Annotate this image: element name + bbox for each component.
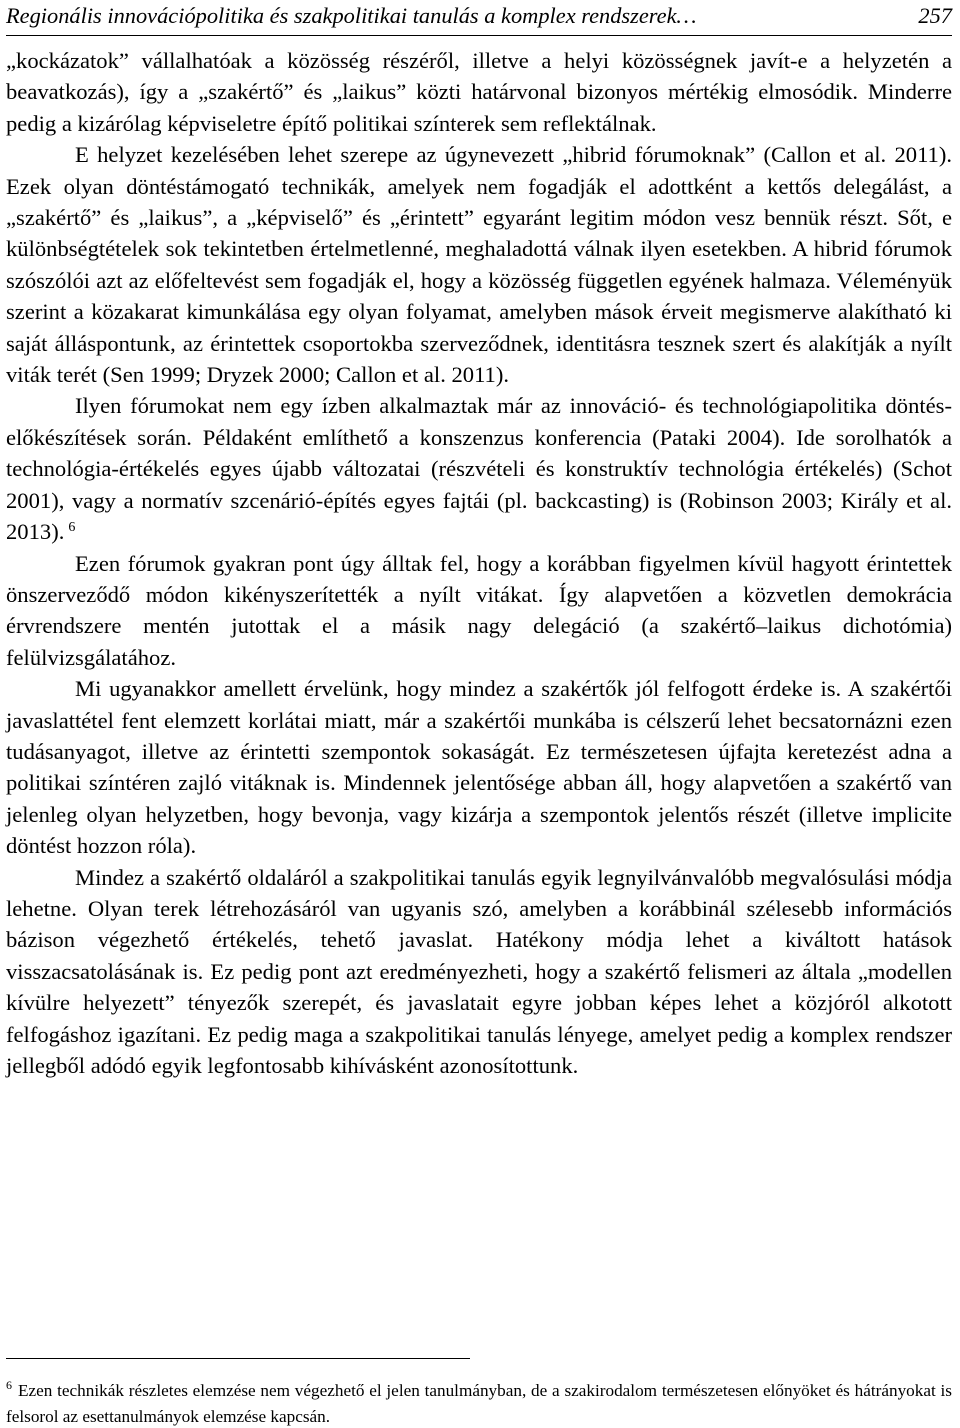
page-number: 257 (918, 3, 952, 28)
paragraph: Ilyen fórumokat nem egy ízben alkalmaztak már az innováció- és technológiapolitika döntés-előkészítések során. Példaként említhető a konszenzus konferencia (Pataki 2004). Ide sorolhatók a technológia-értékelés egyes újabb változatai (részvételi és konstruktív technológia értékelés) (Schot 2001), vagy a normatív szcenárió-építés egyes fajtái (pl. backcasting) is (Robinson 2003; Király et al. 2013). $^6$ (6, 393, 952, 545)
footnote (6, 1378, 952, 1428)
document-page (6, 0, 952, 1428)
paragraph: „kockázatok” vállalhatóak a közösség részéről, illetve a helyi közösségnek javít-e a helyzetén a beavatkozás), így a „szakértő” és „laikus” közti határvonal bizonyos mértékig elmosódik. Minderre pedig a kizárólag képviseletre építő politikai színterek sem reflektálnak. (6, 48, 952, 136)
running-header-title: Regionális innovációpolitika és szakpolitikai tanulás a komplex rendszerek… (6, 3, 697, 28)
paragraph: E helyzet kezelésében lehet szerepe az úgynevezett „hibrid fórumoknak” (Callon et al. 2011). Ezek olyan döntéstámogató technikák, amelyek nem fogadják el adottként a kettős delegálást, a „szakértő” és „laikus”, a „képviselő” és „érintett” egyaránt legitim módon vesz bennük részt. Sőt, e különbségtételek sok tekintetben értelmetlenné, meghaladottá válnak ilyen esetekben. A hibrid fórumok szószólói azt az előfeltevést sem fogadják el, hogy a közösség független egyének halmaza. Véleményük szerint a közakarat kimunkálása egy olyan folyamat, amelyben mások érveit megismerve alakítható ki saját álláspontunk, az érintettek csoportokba szerveződnek, identitásra tesznek szert és alakítják a nyílt viták terét (Sen 1999; Dryzek 2000; Callon et al. 2011). (6, 142, 952, 388)
footnote-text: Ezen technikák részletes elemzése nem végezhető el jelen tanulmányban, de a szakirodalom természetesen előnyöket és hátrányokat is felsorol az esettanulmányok elemzése kapcsán. (6, 1381, 952, 1426)
footnote-number: 6 (6, 1378, 12, 1393)
body-text (6, 45, 952, 1081)
paragraph: Mindez a szakértő oldaláról a szakpolitikai tanulás egyik legnyilvánvalóbb megvalósulási módja lehetne. Olyan terek létrehozásáról van ugyanis szó, amelyben a korábbinál szélesebb információs bázison végezhető értékelés, tehető javaslat. Hatékony módja lehet a kiváltott hatások visszacsatolásának is. Ez pedig pont azt eredményezheti, hogy a szakértő felismeri az általa „modellen kívülre helyezett” tényezők szerepét, és javaslatait egyre jobban képes lehet a közjóról alkotott felfogáshoz igazítani. Ez pedig maga a szakpolitikai tanulás lényege, amelyet pedig a komplex rendszer jellegből adódó egyik legfontosabb kihívásként azonosítottunk. (6, 864, 952, 1078)
footnote-divider (6, 1358, 470, 1359)
running-header (6, 2, 952, 36)
paragraph: Ezen fórumok gyakran pont úgy álltak fel, hogy a korábban figyelmen kívül hagyott érintettek önszerveződő módon kikényszerítették a nyílt vitákat. Így alapvetően a közvetlen demokrácia érvrendszere mentén jutottak el a másik nagy delegáció (a szakértő–laikus dichotómia) felülvizsgálatához. (6, 550, 952, 670)
paragraph: Mi ugyanakkor amellett érvelünk, hogy mindez a szakértők jól felfogott érdeke is. A szakértői javaslattétel fent elemzett korlátai miatt, már a szakértői munkába is célszerű lehet becsatornázni ezen tudásanyagot, illetve az érintetti szempontok sokaságát. Ez természetesen újfajta keretezést adna a politikai színtéren zajló vitáknak is. Mindennek jelentősége abban áll, hogy alapvetően a szakértő van jelenleg olyan helyzetben, hogy bevonja, vagy kizárja a szempontok jelentős részét (illetve implicite döntést hozzon róla). (6, 676, 952, 859)
footnote-reference[interactable]: 6 (68, 519, 76, 535)
